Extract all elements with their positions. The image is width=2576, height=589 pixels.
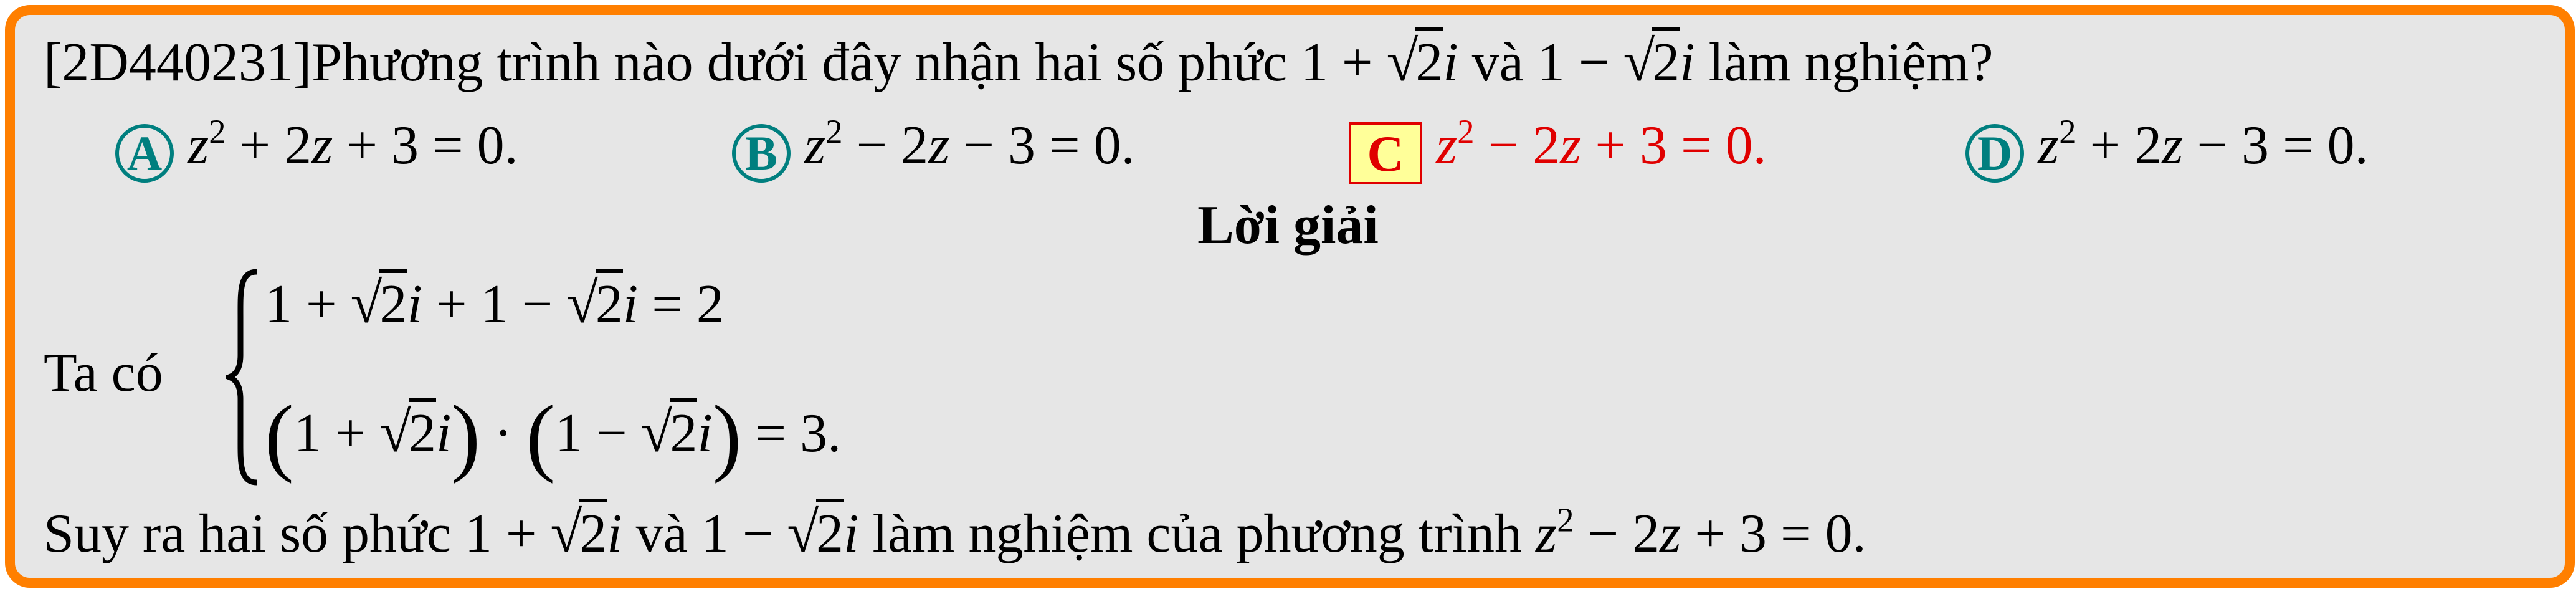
option-d-marker: D — [1965, 124, 2024, 183]
option-c-marker-correct: C — [1349, 122, 1422, 184]
option-b[interactable]: B $z^2 - 2z - 3 = 0$. — [732, 118, 1135, 183]
sqrt-2: √2 — [1387, 32, 1443, 90]
option-b-marker: B — [732, 124, 791, 183]
sqrt-2: √2 — [550, 504, 607, 562]
sqrt-2: √2 — [641, 403, 698, 461]
solution-conclusion: Suy ra hai số phức 1 + √2i và 1 − √2i làm nghiệm của phương trình $z^2 - 2z + 3 = 0$. — [44, 504, 1866, 562]
system-equation-2: (1 + √2i) · (1 − √2i) = 3. — [265, 388, 842, 484]
sqrt-2: √2 — [379, 403, 436, 461]
sqrt-2: √2 — [787, 504, 844, 562]
option-a[interactable]: A $z^2 + 2z + 3 = 0$. — [115, 118, 518, 183]
sqrt-2: √2 — [566, 274, 623, 332]
option-a-marker: A — [115, 124, 174, 183]
option-c[interactable]: C $z^2 - 2z + 3 = 0$. — [1349, 118, 1767, 184]
system-brace — [226, 268, 263, 486]
option-d[interactable]: D $z^2 + 2z - 3 = 0$. — [1965, 118, 2369, 183]
solution-intro: Ta có — [44, 343, 163, 403]
solution-heading: Lời giải — [1197, 195, 1379, 256]
sqrt-2: √2 — [1623, 32, 1680, 90]
question-code: [2D440231] — [44, 32, 312, 93]
question-text: [2D440231]Phương trình nào dưới đây nhận hai số phức 1 + √2i và 1 − √2i làm nghiệm? — [44, 32, 1994, 90]
sqrt-2: √2 — [351, 274, 407, 332]
system-equation-1: 1 + √2i + 1 − √2i = 2 — [265, 274, 724, 332]
